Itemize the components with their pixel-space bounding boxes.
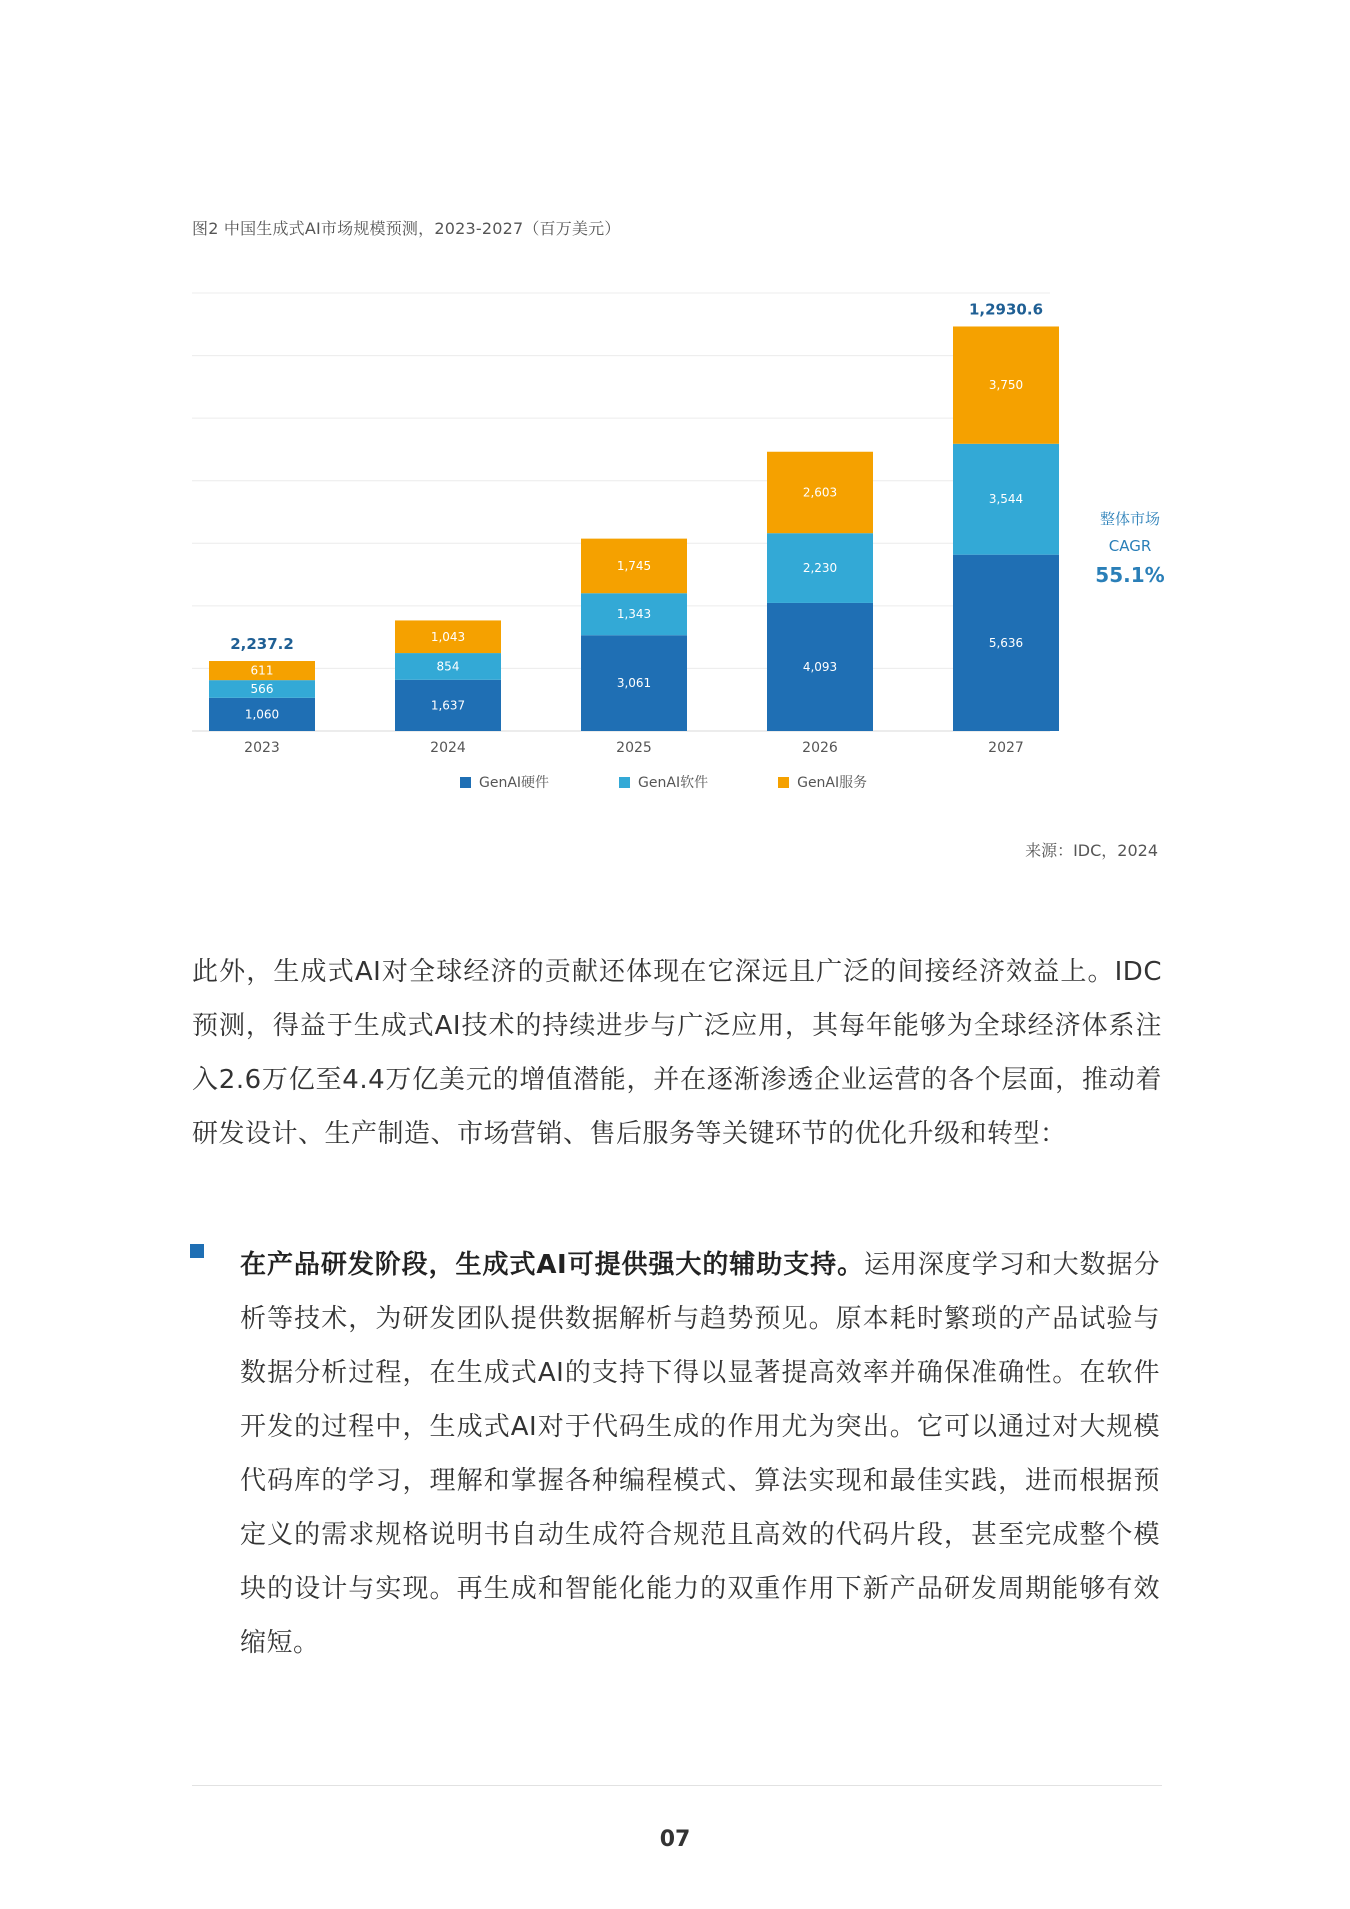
bullet-body-text: 运用深度学习和大数据分析等技术，为研发团队提供数据解析与趋势预见。原本耗时繁琐的产品试验与数据分析过程，在生成式AI的支持下得以显著提高效率并确保准确性。在软件开发的过程中，生成式AI对于代码生成的作用尤为突出。它可以通过对大规模代码库的学习，理解和掌握各种编程模式、算法实现和最佳实践，进而根据预定义的需求规格说明书自动生成符合规范且高效的代码片段，甚至完成整个模块的设计与实现。再生成和智能化能力的双重作用下新产品研发周期能够有效缩短。	[240, 1250, 1160, 1658]
footer-divider	[192, 1785, 1162, 1786]
cagr-annotation	[1060, 506, 1200, 590]
stacked-bar-chart	[180, 290, 1080, 760]
legend-item-software	[619, 772, 708, 792]
data-label: 1,043	[430, 629, 466, 644]
x-tick-label: 2024	[430, 740, 466, 756]
data-label: 1,637	[430, 698, 466, 713]
page-number: 07	[659, 1827, 691, 1852]
figure-caption: 图2 中国生成式AI市场规模预测，2023-2027（百万美元）	[192, 219, 621, 238]
legend-label-software: GenAI软件	[638, 775, 709, 791]
body-paragraph: 此外，生成式AI对全球经济的贡献还体现在它深远且广泛的间接经济效益上。IDC预测，得益于生成式AI技术的持续进步与广泛应用，其每年能够为全球经济体系注入2.6万亿至4.4万亿美元的增值潜能，并在逐渐渗透企业运营的各个层面，推动着研发设计、生产制造、市场营销、售后服务等关键环节的优化升级和转型：	[192, 957, 1162, 1149]
data-label: 566	[250, 681, 274, 696]
x-tick-label: 2023	[244, 740, 280, 756]
total-label: 1,2930.6	[968, 300, 1044, 319]
square-bullet-icon	[190, 1244, 204, 1258]
legend-swatch-services	[778, 777, 789, 788]
data-label: 3,544	[988, 492, 1024, 507]
total-label: 2,237.2	[230, 635, 294, 654]
cagr-line2: CAGR	[1108, 537, 1152, 555]
data-label: 3,061	[616, 676, 652, 691]
data-label: 2,230	[802, 561, 838, 576]
bullet-bold-lead: 在产品研发阶段，生成式AI可提供强大的辅助支持。	[240, 1250, 865, 1280]
data-label: 1,745	[616, 558, 652, 573]
data-label: 2,603	[802, 485, 838, 500]
cagr-line1: 整体市场	[1099, 510, 1160, 528]
data-label: 1,343	[616, 607, 652, 622]
data-label: 1,060	[244, 707, 280, 722]
data-label: 4,093	[802, 659, 838, 674]
x-tick-label: 2027	[988, 740, 1024, 756]
x-tick-label: 2025	[616, 740, 652, 756]
data-label: 854	[436, 659, 460, 674]
data-label: 5,636	[988, 635, 1024, 650]
bullet-item	[240, 1238, 1160, 1670]
chart-legend	[460, 772, 867, 792]
legend-swatch-software	[619, 777, 630, 788]
cagr-value: 55.1%	[1095, 563, 1165, 587]
legend-item-hardware	[460, 772, 549, 792]
data-label: 3,750	[988, 378, 1024, 393]
legend-label-hardware: GenAI硬件	[479, 775, 550, 791]
legend-swatch-hardware	[460, 777, 471, 788]
legend-label-services: GenAI服务	[797, 775, 868, 791]
figure-source: 来源：IDC，2024	[1025, 841, 1158, 860]
x-tick-label: 2026	[802, 740, 838, 756]
legend-item-services	[778, 772, 867, 792]
data-label: 611	[250, 663, 274, 678]
